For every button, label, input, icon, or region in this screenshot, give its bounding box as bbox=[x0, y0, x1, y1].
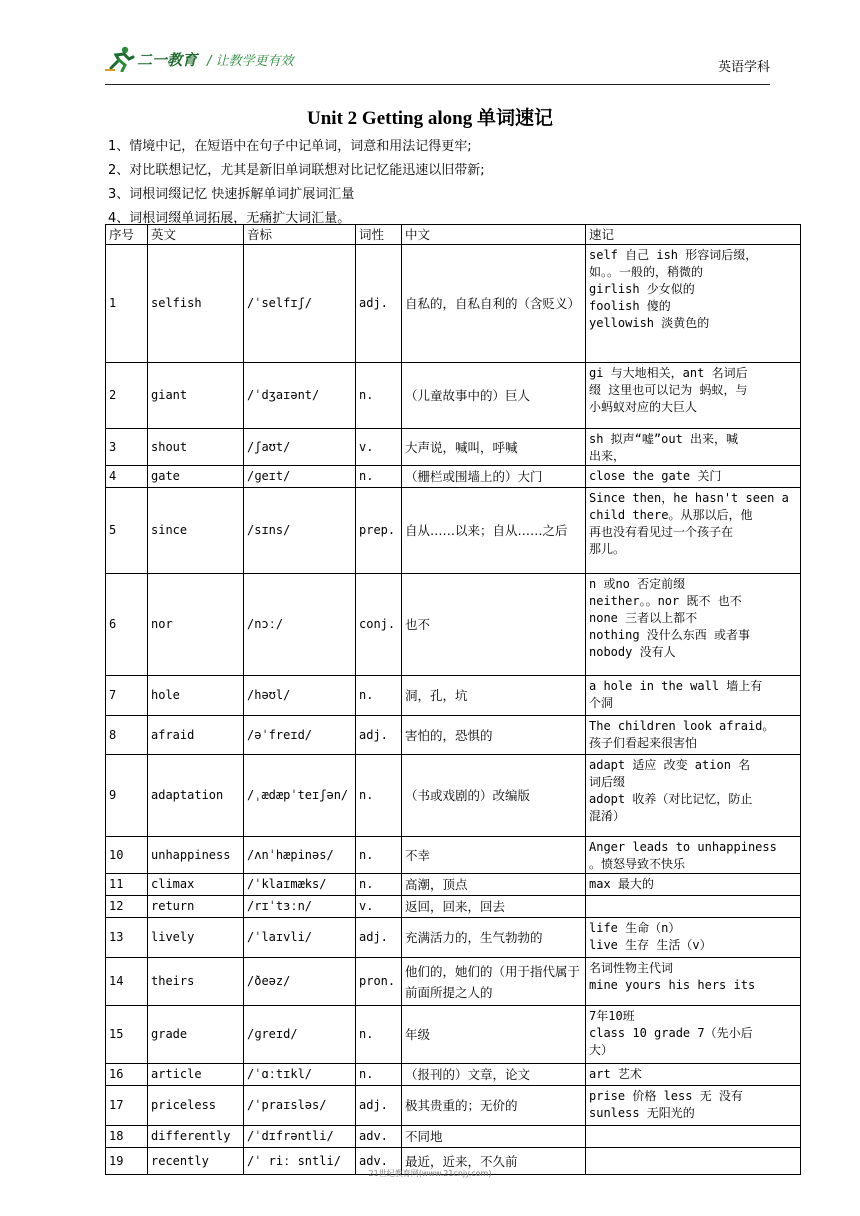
cell-phonetic: /ðeəz/ bbox=[244, 958, 356, 1006]
memo-line: n 或no 否定前缀 bbox=[589, 577, 686, 591]
cell-english: article bbox=[148, 1064, 244, 1086]
cell-phonetic: /həʊl/ bbox=[244, 676, 356, 716]
tip-item: 4、词根词缀单词拓展，无痛扩大词汇量。 bbox=[108, 211, 351, 226]
cell-chinese: 大声说，喊叫，呼喊 bbox=[402, 429, 586, 466]
cell-number: 4 bbox=[106, 466, 148, 488]
cell-english: selfish bbox=[148, 245, 244, 363]
cell-pos: v. bbox=[356, 429, 402, 466]
cell-number: 2 bbox=[106, 363, 148, 429]
cell-phonetic: /nɔː/ bbox=[244, 574, 356, 676]
cell-number: 1 bbox=[106, 245, 148, 363]
cell-memo bbox=[586, 429, 801, 466]
memo-line: nothing 没什么东西 或者事 bbox=[589, 628, 751, 642]
cell-english: differently bbox=[148, 1126, 244, 1148]
memo-line: sunless 无阳光的 bbox=[589, 1106, 695, 1120]
cell-chinese: 充满活力的，生气勃勃的 bbox=[402, 918, 586, 958]
cell-number: 16 bbox=[106, 1064, 148, 1086]
cell-pos: n. bbox=[356, 755, 402, 837]
table-row bbox=[106, 1126, 801, 1148]
header-number: 序号 bbox=[106, 225, 148, 245]
cell-english: lively bbox=[148, 918, 244, 958]
memo-line: 缀 这里也可以记为 蚂蚁，与 bbox=[589, 383, 748, 397]
memo-line: Since then，he hasn't seen a bbox=[589, 491, 789, 505]
cell-english: afraid bbox=[148, 716, 244, 755]
header-english: 英文 bbox=[148, 225, 244, 245]
memo-line: yellowish 淡黄色的 bbox=[589, 316, 710, 330]
cell-chinese: 不同地 bbox=[402, 1126, 586, 1148]
table-row bbox=[106, 1086, 801, 1126]
cell-memo bbox=[586, 755, 801, 837]
cell-english: gate bbox=[148, 466, 244, 488]
cell-number: 18 bbox=[106, 1126, 148, 1148]
vocabulary-table bbox=[105, 224, 801, 1175]
footer-source: 21世纪教育网(www.21cnjy.com) bbox=[368, 1169, 492, 1178]
brand-name: 二一教育 bbox=[137, 50, 198, 69]
cell-pos: adj. bbox=[356, 1086, 402, 1126]
table-header-row bbox=[106, 225, 801, 245]
memo-line: child there。从那以后，他 bbox=[589, 508, 753, 522]
cell-phonetic: /ˈɑːtɪkl/ bbox=[244, 1064, 356, 1086]
memo-line: 再也没有看见过一个孩子在 bbox=[589, 525, 734, 539]
cell-phonetic: /ˈlaɪvli/ bbox=[244, 918, 356, 958]
header-pos: 词性 bbox=[356, 225, 402, 245]
table-row bbox=[106, 488, 801, 574]
tips-list bbox=[108, 135, 485, 231]
memo-line: adapt 适应 改变 ation 名 bbox=[589, 758, 751, 772]
memo-line: 小蚂蚁对应的大巨人 bbox=[589, 400, 698, 414]
cell-number: 9 bbox=[106, 755, 148, 837]
cell-chinese: （报刊的）文章，论文 bbox=[402, 1064, 586, 1086]
cell-english: return bbox=[148, 896, 244, 918]
memo-line: 如。。一般的，稍微的 bbox=[589, 265, 704, 279]
slogan: / 让教学更有效 bbox=[207, 53, 294, 69]
memo-line: 7年10班 bbox=[589, 1009, 635, 1023]
cell-chinese: 也不 bbox=[402, 574, 586, 676]
cell-phonetic: /ˈselfɪʃ/ bbox=[244, 245, 356, 363]
memo-line: 孩子们看起来很害怕 bbox=[589, 736, 698, 750]
cell-phonetic: /ˌædæpˈteɪʃən/ bbox=[244, 755, 356, 837]
cell-number: 3 bbox=[106, 429, 148, 466]
cell-pos: adj. bbox=[356, 716, 402, 755]
cell-number: 14 bbox=[106, 958, 148, 1006]
header-phonetic: 音标 bbox=[244, 225, 356, 245]
memo-line: 出来， bbox=[589, 449, 626, 463]
table-row bbox=[106, 245, 801, 363]
cell-chinese: 自私的，自私自利的（含贬义） bbox=[402, 245, 586, 363]
cell-chinese: 不幸 bbox=[402, 837, 586, 874]
cell-number: 11 bbox=[106, 874, 148, 896]
cell-memo bbox=[586, 363, 801, 429]
cell-chinese: （栅栏或围墙上的）大门 bbox=[402, 466, 586, 488]
memo-line: 名词性物主代词 bbox=[589, 961, 674, 975]
memo-line: 那儿。 bbox=[589, 542, 626, 556]
cell-pos: prep. bbox=[356, 488, 402, 574]
cell-english: unhappiness bbox=[148, 837, 244, 874]
memo-line: 。愤怒导致不快乐 bbox=[589, 857, 686, 871]
memo-line: a hole in the wall 墙上有 bbox=[589, 679, 763, 693]
memo-line: life 生命（n） bbox=[589, 921, 681, 935]
cell-number: 19 bbox=[106, 1148, 148, 1175]
cell-phonetic: /ˈklaɪmæks/ bbox=[244, 874, 356, 896]
memo-line: self 自己 ish 形容词后缀， bbox=[589, 248, 758, 262]
table-row bbox=[106, 874, 801, 896]
memo-line: 大） bbox=[589, 1043, 614, 1057]
cell-phonetic: /ɡeɪt/ bbox=[244, 466, 356, 488]
cell-phonetic: /rɪˈtɜːn/ bbox=[244, 896, 356, 918]
cell-english: adaptation bbox=[148, 755, 244, 837]
cell-pos: n. bbox=[356, 1064, 402, 1086]
table-row bbox=[106, 896, 801, 918]
header-memo: 速记 bbox=[586, 225, 801, 245]
memo-line: adopt 收养（对比记忆，防止 bbox=[589, 792, 753, 806]
memo-line: art 艺术 bbox=[589, 1067, 642, 1081]
memo-line: sh 拟声“嘘”out 出来，喊 bbox=[589, 432, 739, 446]
cell-english: priceless bbox=[148, 1086, 244, 1126]
table-row bbox=[106, 837, 801, 874]
table-row bbox=[106, 918, 801, 958]
table-row bbox=[106, 363, 801, 429]
cell-memo bbox=[586, 896, 801, 918]
memo-line: neither。。nor 既不 也不 bbox=[589, 594, 742, 608]
cell-memo bbox=[586, 1086, 801, 1126]
cell-pos: conj. bbox=[356, 574, 402, 676]
table-row bbox=[106, 676, 801, 716]
cell-phonetic: /ʃaʊt/ bbox=[244, 429, 356, 466]
cell-english: nor bbox=[148, 574, 244, 676]
cell-english: hole bbox=[148, 676, 244, 716]
cell-number: 10 bbox=[106, 837, 148, 874]
cell-chinese: 洞，孔，坑 bbox=[402, 676, 586, 716]
memo-line: none 三者以上都不 bbox=[589, 611, 698, 625]
tip-item: 3、词根词缀记忆 快速拆解单词扩展词汇量 bbox=[108, 187, 355, 202]
memo-line: girlish 少女似的 bbox=[589, 282, 695, 296]
cell-memo bbox=[586, 1064, 801, 1086]
table-row bbox=[106, 466, 801, 488]
cell-memo bbox=[586, 245, 801, 363]
cell-english: shout bbox=[148, 429, 244, 466]
memo-line: 词后缀 bbox=[589, 775, 626, 789]
cell-pos: n. bbox=[356, 874, 402, 896]
cell-memo bbox=[586, 874, 801, 896]
header-rule bbox=[105, 84, 770, 85]
cell-phonetic: /ˈdɪfrəntli/ bbox=[244, 1126, 356, 1148]
cell-chinese: 年级 bbox=[402, 1006, 586, 1064]
cell-pos: v. bbox=[356, 896, 402, 918]
cell-english: theirs bbox=[148, 958, 244, 1006]
logo bbox=[105, 46, 294, 72]
cell-chinese: 自从……以来；自从……之后 bbox=[402, 488, 586, 574]
cell-number: 13 bbox=[106, 918, 148, 958]
memo-line: live 生存 生活（v） bbox=[589, 938, 712, 952]
memo-line: gi 与大地相关，ant 名词后 bbox=[589, 366, 748, 380]
cell-english: giant bbox=[148, 363, 244, 429]
cell-pos: n. bbox=[356, 837, 402, 874]
cell-chinese: （书或戏剧的）改编版 bbox=[402, 755, 586, 837]
cell-number: 12 bbox=[106, 896, 148, 918]
memo-line: class 10 grade 7（先小后 bbox=[589, 1026, 753, 1040]
cell-memo bbox=[586, 837, 801, 874]
table-row bbox=[106, 1006, 801, 1064]
memo-line: prise 价格 less 无 没有 bbox=[589, 1089, 743, 1103]
cell-number: 7 bbox=[106, 676, 148, 716]
memo-line: max 最大的 bbox=[589, 877, 654, 891]
page-header bbox=[105, 46, 770, 86]
cell-phonetic: /ˈdʒaɪənt/ bbox=[244, 363, 356, 429]
cell-number: 6 bbox=[106, 574, 148, 676]
cell-phonetic: /ɡreɪd/ bbox=[244, 1006, 356, 1064]
cell-memo bbox=[586, 958, 801, 1006]
cell-pos: n. bbox=[356, 363, 402, 429]
memo-line: 个洞 bbox=[589, 696, 614, 710]
tip-item: 1、情境中记，在短语中在句子中记单词，词意和用法记得更牢; bbox=[108, 139, 472, 154]
runner-logo-icon bbox=[105, 46, 135, 72]
cell-english: climax bbox=[148, 874, 244, 896]
memo-line: Anger leads to unhappiness bbox=[589, 840, 777, 854]
memo-line: close the gate 关门 bbox=[589, 469, 722, 483]
page-title: Unit 2 Getting along 单词速记 bbox=[307, 108, 553, 129]
header-chinese: 中文 bbox=[402, 225, 586, 245]
cell-phonetic: /ˈ riː sntli/ bbox=[244, 1148, 356, 1175]
cell-english: grade bbox=[148, 1006, 244, 1064]
cell-phonetic: /sɪns/ bbox=[244, 488, 356, 574]
table-row bbox=[106, 429, 801, 466]
subject-label: 英语学科 bbox=[717, 60, 770, 75]
cell-pos: n. bbox=[356, 466, 402, 488]
cell-chinese: 返回，回来，回去 bbox=[402, 896, 586, 918]
cell-memo bbox=[586, 488, 801, 574]
table-row bbox=[106, 958, 801, 1006]
memo-line: 混淆） bbox=[589, 809, 626, 823]
cell-number: 5 bbox=[106, 488, 148, 574]
memo-line: foolish 傻的 bbox=[589, 299, 671, 313]
cell-memo bbox=[586, 1006, 801, 1064]
cell-memo bbox=[586, 574, 801, 676]
cell-chinese: 他们的，她们的（用于指代属于前面所提之人的 bbox=[402, 958, 586, 1006]
cell-pos: adv. bbox=[356, 1148, 402, 1175]
memo-line: mine yours his hers its bbox=[589, 978, 756, 992]
cell-english: since bbox=[148, 488, 244, 574]
cell-memo bbox=[586, 918, 801, 958]
cell-pos: adj. bbox=[356, 918, 402, 958]
cell-chinese: 害怕的，恐惧的 bbox=[402, 716, 586, 755]
tip-item: 2、对比联想记忆，尤其是新旧单词联想对比记忆能迅速以旧带新; bbox=[108, 163, 485, 178]
cell-memo bbox=[586, 1126, 801, 1148]
cell-pos: pron. bbox=[356, 958, 402, 1006]
cell-pos: adj. bbox=[356, 245, 402, 363]
cell-chinese: 极其贵重的；无价的 bbox=[402, 1086, 586, 1126]
cell-number: 17 bbox=[106, 1086, 148, 1126]
cell-number: 8 bbox=[106, 716, 148, 755]
table-row bbox=[106, 716, 801, 755]
cell-chinese: （儿童故事中的）巨人 bbox=[402, 363, 586, 429]
cell-phonetic: /ˈpraɪsləs/ bbox=[244, 1086, 356, 1126]
cell-pos: n. bbox=[356, 676, 402, 716]
cell-chinese: 高潮，顶点 bbox=[402, 874, 586, 896]
cell-phonetic: /əˈfreɪd/ bbox=[244, 716, 356, 755]
cell-number: 15 bbox=[106, 1006, 148, 1064]
cell-chinese: 最近，近来，不久前 bbox=[402, 1148, 586, 1175]
memo-line: The children look afraid。 bbox=[589, 719, 775, 733]
cell-memo bbox=[586, 676, 801, 716]
memo-line: nobody 没有人 bbox=[589, 645, 676, 659]
table-row bbox=[106, 574, 801, 676]
cell-memo bbox=[586, 466, 801, 488]
cell-pos: adv. bbox=[356, 1126, 402, 1148]
table-row bbox=[106, 1064, 801, 1086]
cell-phonetic: /ʌnˈhæpinəs/ bbox=[244, 837, 356, 874]
cell-pos: n. bbox=[356, 1006, 402, 1064]
cell-memo bbox=[586, 716, 801, 755]
cell-english: recently bbox=[148, 1148, 244, 1175]
table-row bbox=[106, 755, 801, 837]
